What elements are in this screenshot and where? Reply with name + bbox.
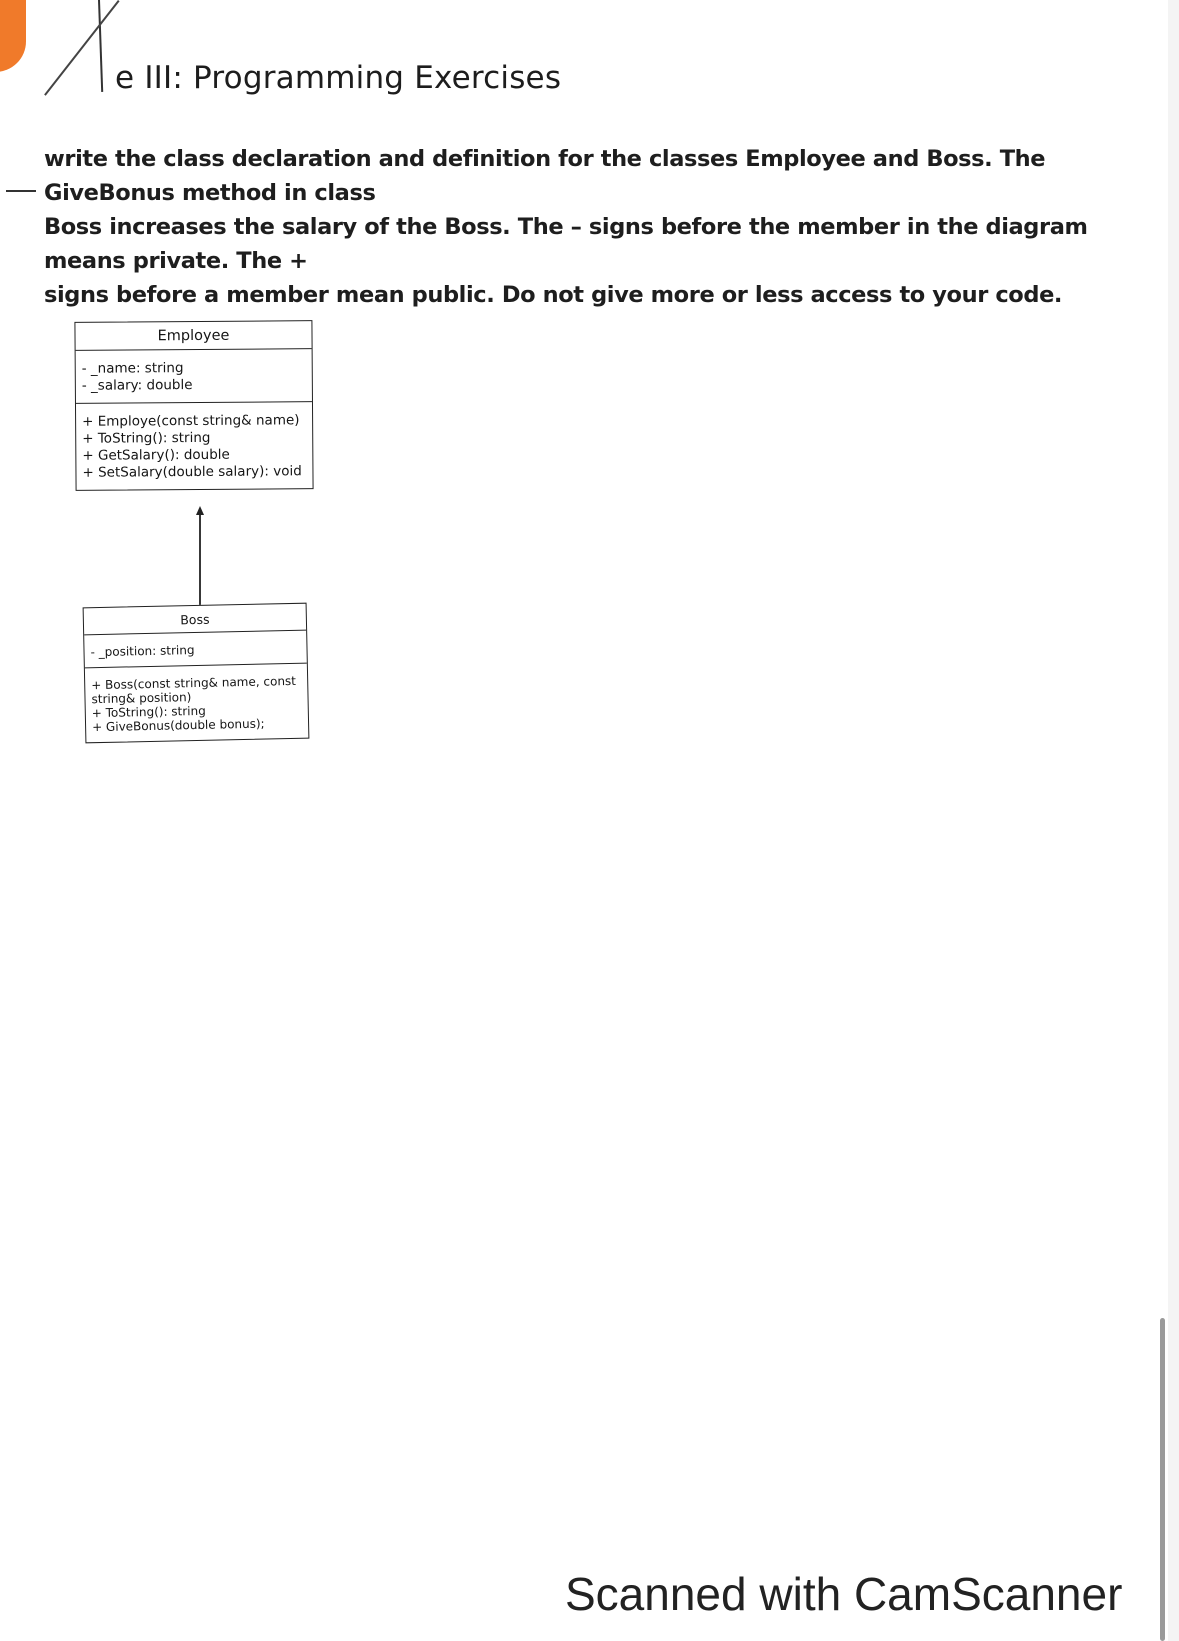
uml-attributes	[76, 349, 312, 403]
uml-attributes	[84, 631, 307, 668]
section-heading: e III: Programming Exercises	[115, 60, 562, 96]
uml-class-boss	[83, 603, 310, 744]
pen-stroke-vertical	[98, 0, 103, 92]
uml-methods	[85, 663, 309, 743]
viewer-margin	[1168, 0, 1179, 1641]
uml-method: string& position)	[91, 690, 192, 707]
uml-class-name: Employee	[75, 321, 311, 351]
uml-methods	[76, 401, 313, 490]
pen-stroke-diagonal	[44, 0, 119, 96]
scrollbar[interactable]	[1160, 1318, 1165, 1641]
uml-class-employee	[74, 320, 313, 491]
inheritance-arrow	[190, 506, 210, 610]
uml-method: + GiveBonus(double bonus);	[91, 716, 265, 735]
uml-attribute: - _salary: double	[81, 377, 193, 394]
uml-method: + Employe(const string& name)	[82, 412, 300, 430]
uml-method: + Boss(const string& name, const	[91, 673, 297, 693]
instructions-line-1: write the class declaration and definition for the classes Employee and Boss. The GiveBonus method in class	[44, 146, 1046, 206]
uml-attribute: - _name: string	[81, 360, 184, 377]
orange-corner-tab	[0, 0, 26, 72]
uml-method: + GetSalary(): double	[82, 446, 230, 464]
uml-class-name: Boss	[84, 604, 307, 636]
uml-attribute: - _position: string	[90, 643, 195, 660]
instructions-line-2: Boss increases the salary of the Boss. The – signs before the member in the diagram means private. The +	[44, 214, 1088, 274]
margin-mark	[6, 190, 36, 192]
camscanner-watermark: Scanned with CamScanner	[565, 1568, 1123, 1620]
uml-method: + ToString(): string	[82, 429, 211, 447]
uml-method: + SetSalary(double salary): void	[82, 463, 302, 481]
exercise-instructions	[44, 142, 1104, 312]
uml-method: + ToString(): string	[91, 703, 206, 721]
instructions-line-3: signs before a member mean public. Do not give more or less access to your code.	[44, 282, 1063, 308]
